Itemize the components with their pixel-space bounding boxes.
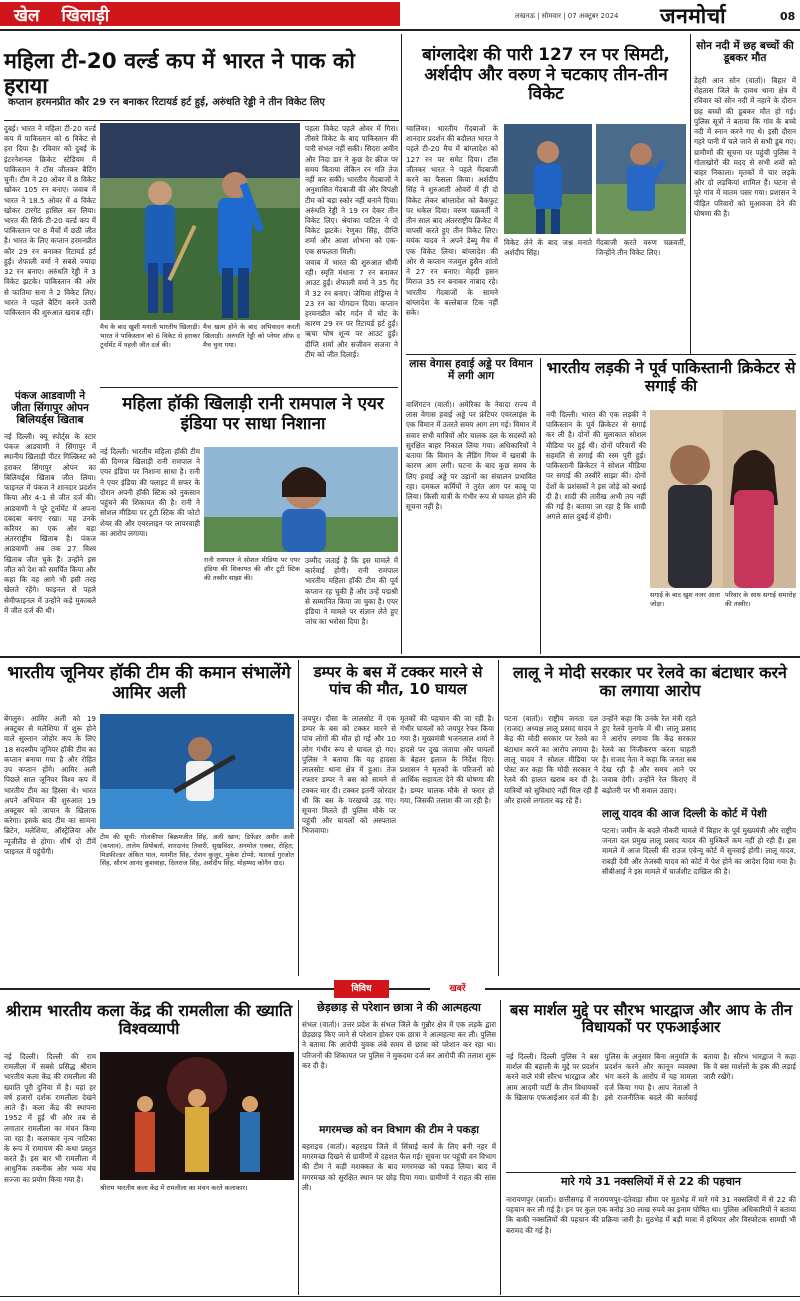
section-bar-label-1: विविध: [334, 980, 389, 998]
article-text: डेहरी आन सोन (वार्ता)। बिहार में रोहतास जिले के दावथ थाना क्षेत्र में रविवार को सोन नदी में नहाने के दौरान छह बच्चों की डूबकर मौत हो गई। पुलिस सूत्रों ने बताया कि गांव के बच्चे नदी में स्नान करने गए थे। इसी दौरान गहरे पानी में चले जाने से सभी डूब गए। ग्रामीणों की सूचना पर पहुंची पुलिस ने गोताखोरों की मदद से सभी शवों को बाहर निकाला। मृतकों में चार लड़के और दो लड़कियां शामिल हैं। घटना से पूरे गांव में मातम पसर गया। प्रशासन ने पीड़ित परिवारों को मुआवजा देने की घोषणा की है।: [694, 76, 796, 218]
photo-arshdeep-image: [504, 124, 592, 234]
photo-amir-ali-image: [100, 714, 294, 829]
headline-engagement: भारतीय लड़की ने पूर्व पाकिस्तानी क्रिकेटर से सगाई की: [546, 359, 796, 395]
section-bar-label-2: खबरें: [430, 980, 485, 998]
photo-rani-rampal-image: [204, 447, 398, 552]
section-main-label: खेल: [14, 5, 40, 26]
photo-team-celebration-image: [100, 123, 300, 320]
article-text: विकेट लेने के बाद जश्न मनाते अर्शदीप सिंह।: [504, 238, 592, 258]
article-text: ग्वालियर। भारतीय गेंदबाजों के शानदार प्रदर्शन की बदौलत भारत ने पहले टी-20 मैच में बांग्लादेश को 127 रन पर समेट दिया। टॉस जीतकर भारत ने पहले गेंदबाजी करने का फैसला किया। अर्शदीप सिंह ने शुरुआती ओवरों में ही दो विकेट लेकर बांग्लादेश को बैकफुट पर धकेल दिया। वरुण चक्रवर्ती ने तीन साल बाद अंतरराष्ट्रीय क्रिकेट में वापसी करते हुए तीन विकेट लिए। मयंक यादव ने अपने डेब्यू मैच में एक विकेट लिया। बांग्लादेश की ओर से कप्तान नजमुल हुसैन शांतो ने 27 रन बनाए। मेहदी हसन मिराज 35 रन बनाकर नाबाद रहे। भारतीय गेंदबाजों के सामने बांग्लादेश के बल्लेबाज टिक नहीं सके।: [406, 124, 498, 317]
article-amir-ali: [4, 714, 96, 974]
headline-las-vegas: लास वेगास हवाई अड्डे पर विमान में लगी आग: [409, 358, 533, 383]
headline-lalu-court: लालू यादव की आज दिल्ली के कोर्ट में पेशी: [602, 808, 767, 820]
photo-engagement-image: [650, 410, 796, 588]
article-text: नई दिल्ली। दिल्ली पुलिस ने बस मार्शल की बहाली के मुद्दे पर प्रदर्शन करने वाले मंत्री सौरभ भारद्वाज और आम आदमी पार्टी के तीन विधायकों के खिलाफ एफआईआर दर्ज की है। पुलिस के अनुसार बिना अनुमति के प्रदर्शन करने और कानून व्यवस्था भंग करने के आरोप में यह मामला दर्ज किया गया है। आप नेताओं ने इसे राजनीतिक बदले की कार्रवाई बताया है। सौरभ भारद्वाज ने कहा कि वे बस मार्शलों के हक की लड़ाई जारी रखेंगे।: [506, 1052, 796, 1102]
dateline: लखनऊ | सोमवार | 07 अक्टूबर 2024: [515, 12, 619, 20]
caption-engagement-1: सगाई के बाद खुश नजर आता जोड़ा।: [650, 591, 720, 608]
article-dumper-col1: [302, 714, 396, 974]
divider: [4, 120, 399, 121]
caption-ramleela: श्रीराम भारतीय कला केंद्र में रामलीला का मंचन करते कलाकार।: [100, 1184, 248, 1192]
article-naxal: [506, 1195, 796, 1292]
divider: [506, 1172, 796, 1173]
article-rani-col3: [305, 556, 398, 654]
page-number: 08: [780, 10, 796, 23]
divider: [0, 656, 800, 658]
article-sone-river: [694, 76, 796, 354]
article-magarmachh: [302, 1142, 496, 1292]
article-text: उन्होंने कहा कि उनके रेल मंत्री रहते हुए रेलवे मुनाफे में थी। लालू प्रसाद ने आरोप लगाया कि केंद्र सरकार रेलवे का निजीकरण करना चाहती है। राजद नेता ने कहा कि जनता सब देख रही है और समय आने पर जवाब देगी। उन्होंने रेल किराए में बढ़ोतरी पर भी सवाल उठाए।: [602, 714, 696, 795]
article-text: गेंदबाजी करते वरुण चक्रवर्ती, जिन्होंने तीन विकेट लिए।: [596, 238, 686, 258]
article-rani-col1: [100, 447, 200, 654]
photo-ramleela-image: [100, 1052, 294, 1180]
photo-arshdeep: [504, 124, 592, 234]
deck-women-t20: कप्तान हरमनप्रीत कौर 29 रन बनाकर रिटायर्ड हर्ट हुई, अरुंधति रेड्डी ने तीन विकेट लिए: [8, 97, 325, 108]
footer-rule: [0, 1296, 800, 1297]
article-text: उम्मीद जताई है कि इस मामले में कार्रवाई होगी। रानी रामपाल भारतीय महिला हॉकी टीम की पूर्व कप्तान रह चुकी हैं और उन्हें पद्मश्री से सम्मानित किया जा चुका है। एयर इंडिया ने मामले पर संज्ञान लेते हुए जांच का भरोसा दिया है।: [305, 556, 398, 627]
photo-amir-ali: [100, 714, 294, 829]
headline-pankaj-advani: पंकज आडवाणी ने जीता सिंगापुर ओपन बिलियर्ड्स खिताब: [11, 390, 89, 427]
article-text: पटना। जमीन के बदले नौकरी मामले में बिहार के पूर्व मुख्यमंत्री और राष्ट्रीय जनता दल प्रमुख लालू प्रसाद यादव की मुश्किलें कम नहीं हो रही हैं। इस मामले में आज दिल्ली की राउज एवेन्यू कोर्ट में सुनवाई होगी। लालू यादव, राबड़ी देवी और तेजस्वी यादव को कोर्ट में पेश होने का आदेश दिया गया है। सीबीआई ने इस मामले में चार्जशीट दाखिल की है।: [602, 826, 796, 876]
section-sub-label: खिलाड़ी: [61, 5, 110, 26]
headline-sone-river: सोन नदी में छह बच्चों की डूबकर मौत: [696, 40, 794, 65]
article-text: नयी दिल्ली। भारत की एक लड़की ने पाकिस्तान के पूर्व क्रिकेटर से सगाई कर ली है। दोनों की मुलाकात सोशल मीडिया पर हुई थी। दोनों परिवारों की सहमति से सगाई की रस्म पूरी हुई। पाकिस्तानी क्रिकेटर ने सोशल मीडिया पर सगाई की तस्वीरें साझा कीं। दोनों देशों के प्रशंसकों ने इस जोड़े को बधाई दी है। शादी की तारीख अभी तय नहीं की गई है। बताया जा रहा है कि शादी अगले साल दुबई में होगी।: [546, 410, 646, 522]
divider: [100, 387, 398, 388]
article-lalu-col2: [602, 714, 696, 804]
article-text: बेंगलुरु। आमिर अली को 19 अक्टूबर से मलेशिया में शुरू होने वाले सुल्तान जोहोर कप के लिए 18 सदस्यीय जूनियर हॉकी टीम का कप्तान बनाया गया है और रोहित उप कप्तान होंगे। आमिर अली पिछले साल जूनियर विश्व कप में भारतीय टीम का हिस्सा थे। भारत अपने अभियान की शुरुआत 19 अक्टूबर को जापान के खिलाफ करेगा। इसके बाद टीम का सामना ब्रिटेन, मलेशिया, ऑस्ट्रेलिया और न्यूजीलैंड से होगा। शीर्ष दो टीमें फाइनल में पहुंचेंगी।: [4, 714, 96, 856]
article-text: बहराइच (वार्ता)। बहराइच जिले में सिंचाई कार्य के लिए बनी नहर में मगरमच्छ दिखने से ग्रामीणों में दहशत फैल गई। सूचना पर पहुंची वन विभाग की टीम ने कड़ी मशक्कत के बाद मगरमच्छ को पकड़ लिया। बाद में मगरमच्छ को सुरक्षित स्थान पर छोड़ दिया गया। ग्रामीणों ने राहत की सांस ली।: [302, 1142, 496, 1192]
column-divider: [540, 358, 541, 654]
column-divider: [690, 34, 691, 354]
headline-women-t20: महिला टी-20 वर्ल्ड कप में भारत ने पाक को हराया: [4, 49, 355, 99]
article-chhedchhad: [302, 1020, 496, 1120]
article-engagement: [546, 410, 646, 654]
masthead-logo: जनमोर्चा: [660, 4, 727, 28]
column-divider: [401, 34, 402, 654]
photo-ramleela: [100, 1052, 294, 1180]
article-text: दुबई। भारत ने महिला टी-20 वर्ल्ड कप में पाकिस्तान को 6 विकेट से हरा दिया है। रविवार को दुबई के इंटरनेशनल क्रिकेट स्टेडियम में पाकिस्तान ने टॉस जीतकर बैटिंग चुनी। टीम ने 20 ओवर में 8 विकेट खोकर 105 रन बनाए। जवाब में भारत ने 18.5 ओवर में 4 विकेट खोकर टारगेट हासिल कर लिया। भारत की सिर्फ टी-20 वर्ल्ड कप में पाकिस्तान पर 8 मैचों में छठी जीत है। भारत के लिए कप्तान हरमनप्रीत कौर 29 रन बनाकर रिटायर्ड हर्ट हुईं। शेफाली वर्मा ने सबसे ज्यादा 32 रन बनाए। अरुंधति रेड्डी ने 3 विकेट झटके। पाकिस्तान की ओर से फातिमा सना ने 2 विकेट लिए। भारत ने पहले बैटिंग करने उतरी पाकिस्तान की शुरुआत खराब रही।: [4, 124, 96, 317]
caption-amir-ali-squad: टीम की सूची: गोलकीपर बिक्रमजीत सिंह, अली खान; डिफेंडर अमीर अली (कप्तान), तालेम प्रियोबर्ता, शारदानंद तिवारी, सुखविंदर, अनमोल एक्का, रोहित; मिडफील्डर अंकित पाल, मनमीत सिंह, रोशन कुजूर, मुकेश टोप्पो; फारवर्ड गुरजोत सिंह, सौरभ आनंद कुशवाहा, दिलराज सिंह, अर्शदीप सिंह, मोहम्मद कोनैन दाद।: [100, 833, 294, 868]
header-rule: [0, 29, 800, 31]
article-text: पटना (वार्ता)। राष्ट्रीय जनता दल (राजद) अध्यक्ष लालू प्रसाद यादव ने केंद्र की मोदी सरकार पर रेलवे का बंटाधार करने का आरोप लगाया है। लालू यादव ने सोशल मीडिया पर पोस्ट कर कहा कि मोदी सरकार ने रेलवे की हालत खराब कर दी है। यात्रियों को सुविधाएं नहीं मिल रही हैं और हादसे लगातार बढ़ रहे हैं।: [504, 714, 598, 805]
headline-ramleela: श्रीराम भारतीय कला केंद्र की रामलीला की ख्याति विश्वव्यापी: [5, 1001, 293, 1039]
headline-amir-ali: भारतीय जूनियर हॉकी टीम की कमान संभालेंगे आमिर अली: [7, 663, 291, 703]
photo-engagement: [650, 410, 796, 588]
photo-varun: [596, 124, 686, 234]
article-text: जवाब में भारत की शुरुआत धीमी रही। स्मृति मंधाना 7 रन बनाकर आउट हुईं। शेफाली वर्मा ने 35 गेंद में 32 रन बनाए। जेमिमा रोड्रिग्स ने 23 रन का योगदान दिया। कप्तान हरमनप्रीत कौर गर्दन में चोट के कारण 29 रन पर रिटायर्ड हर्ट हुईं। ऋचा घोष शून्य पर आउट हुईं। दीप्ति शर्मा और सजीवन सजना ने टीम को जीत दिलाई।: [305, 257, 398, 359]
headline-bangladesh: बांग्लादेश की पारी 127 रन पर सिमटी, अर्शदीप और वरुण ने चटकाए तीन-तीन विकेट: [422, 45, 670, 105]
section-bar-line: [0, 988, 800, 990]
divider: [406, 354, 796, 355]
article-saurabh-bhardwaj: [506, 1052, 796, 1170]
article-text: नई दिल्ली। क्यू स्पोर्ट्स के स्टार पंकज आडवाणी ने सिंगापुर में स्थानीय खिलाड़ी पीटर गिल्क्रिस्ट को हराकर सिंगापुर ओपन का बिलियर्ड्स खिताब जीत लिया। फाइनल में पंकज ने शानदार प्रदर्शन किया और 4-1 से जीत दर्ज की। आडवाणी ने पूरे टूर्नामेंट में अपना दबदबा बनाए रखा। यह उनके करियर का एक और बड़ा अंतरराष्ट्रीय खिताब है। पंकज आडवाणी अब तक 27 विश्व खिताब जीत चुके हैं। उन्होंने इस जीत को देश को समर्पित किया और कहा कि वह आगे भी इसी तरह खेलते रहेंगे। फाइनल से पहले सेमीफाइनल में उन्होंने कड़े मुकाबले में जीत दर्ज की थी।: [4, 432, 96, 615]
headline-magarmachh: मगरमच्छ को वन विभाग की टीम ने पकड़ा: [319, 1124, 479, 1136]
caption-engagement-2: परिवार के साथ सगाई समारोह की तस्वीर।: [725, 591, 796, 608]
column-divider: [498, 660, 499, 976]
headline-lalu-railway: लालू ने मोदी सरकार पर रेलवे का बंटाधार करने का लगाया आरोप: [513, 663, 787, 701]
photo-rani-rampal: [204, 447, 398, 552]
article-women-t20-col3: [305, 124, 398, 386]
article-text: पहला विकेट पहले ओवर में गिरा। तीसरे विकेट के बाद पाकिस्तान की पारी संभल नहीं सकी। सिदरा अमीन और निदा डार ने कुछ देर क्रीज पर समय बिताया लेकिन रन गति तेज नहीं कर सकीं। भारतीय गेंदबाजों ने अनुशासित गेंदबाजी की और विपक्षी टीम को बड़ा स्कोर नहीं बनाने दिया। अरुंधति रेड्डी ने 19 रन देकर तीन विकेट लिए। श्रेयांका पाटिल ने दो विकेट झटके। रेणुका सिंह, दीप्ति शर्मा और आशा शोभना को एक-एक सफलता मिली।: [305, 124, 398, 256]
article-bangladesh-col2: [504, 238, 592, 354]
section-bar: [0, 980, 800, 998]
article-text: नई दिल्ली। दिल्ली की राम रामलीला में सबसे प्रसिद्ध श्रीराम भारतीय कला केंद्र की रामलीला की ख्याति पूरी दुनिया में है। यहां हर वर्ष हजारों दर्शक रामलीला देखने आते हैं। कला केंद्र की स्थापना 1952 में हुई थी और तब से लगातार रामलीला का मंचन किया जा रहा है। कलाकार नृत्य नाटिका के रूप में रामायण की कथा प्रस्तुत करते हैं। इस बार भी रामलीला में आधुनिक तकनीक और भव्य मंच सज्जा का प्रयोग किया गया है।: [4, 1052, 96, 1184]
caption-team-celebration: मैच के बाद खुशी मनाती भारतीय खिलाड़ी। भारत ने पाकिस्तान को 6 विकेट से हराकर टूर्नामेंट में पहली जीत दर्ज की।: [100, 323, 200, 349]
article-las-vegas: [406, 400, 536, 654]
article-text: वाशिंगटन (वार्ता)। अमेरिका के नेवादा राज्य में लास वेगास हवाई अड्डे पर फ्रंटियर एयरलाइंस के एक विमान में उतरते समय आग लग गई। विमान में सवार सभी यात्रियों और चालक दल के सदस्यों को सुरक्षित बाहर निकाल लिया गया। अधिकारियों ने बताया कि विमान के लैंडिंग गियर में खराबी के कारण आग लगी। घटना के बाद कुछ समय के लिए हवाई अड्डे पर उड़ानों का संचालन प्रभावित रहा। दमकल कर्मियों ने तुरंत आग पर काबू पा लिया। किसी यात्री के गंभीर रूप से घायल होने की सूचना नहीं है।: [406, 400, 536, 512]
headline-saurabh-bhardwaj: बस मार्शल मुद्दे पर सौरभ भारद्वाज और आप के तीन विधायकों पर एफआईआर: [509, 1001, 793, 1037]
article-dumper-col2: [400, 714, 494, 974]
article-lalu-court: [602, 826, 796, 974]
headline-rani-rampal: महिला हॉकी खिलाड़ी रानी रामपाल ने एयर इंडिया पर साधा निशाना: [122, 394, 384, 434]
column-divider: [298, 1000, 299, 1295]
caption-rani-rampal: रानी रामपाल ने सोशल मीडिया पर एयर इंडिया की शिकायत की और टूटी स्टिक की तस्वीर साझा की।: [204, 556, 300, 582]
article-bangladesh-col1: [406, 124, 498, 354]
article-pankaj-advani: [4, 432, 96, 654]
article-text: मृतकों की पहचान की जा रही है। गंभीर घायलों को जयपुर रेफर किया गया है। मुख्यमंत्री भजनलाल शर्मा ने हादसे पर दुख जताया और घायलों के बेहतर इलाज के निर्देश दिए। प्रशासन ने मृतकों के परिजनों को आर्थिक सहायता देने की घोषणा की है। डम्पर चालक मौके से फरार हो गया, जिसकी तलाश की जा रही है।: [400, 714, 494, 805]
headline-dumper-accident: डम्पर के बस में टक्कर मारने से पांच की मौत, 10 घायल: [313, 663, 483, 699]
article-text: जयपुर। दौसा के लालसोट में एक डम्पर के बस को टक्कर मारने से पांच लोगों की मौत हो गई और 10 लोग गंभीर रूप से घायल हो गए। पुलिस ने बताया कि यह हादसा लालसोट थाना क्षेत्र में हुआ। तेज रफ्तार डम्पर ने बस को सामने से टक्कर मार दी। टक्कर इतनी जोरदार थी कि बस के परखच्चे उड़ गए। सूचना मिलते ही पुलिस मौके पर पहुंची और घायलों को अस्पताल भिजवाया।: [302, 714, 396, 836]
article-text: नई दिल्ली। भारतीय महिला हॉकी टीम की दिग्गज खिलाड़ी रानी रामपाल ने एयर इंडिया पर निशाना साधा है। रानी ने एयर इंडिया की फ्लाइट में सफर के दौरान अपनी हॉकी स्टिक को नुकसान पहुंचने की शिकायत की है। रानी ने सोशल मीडिया पर टूटी स्टिक की फोटो शेयर की और एयरलाइन पर लापरवाही का आरोप लगाया।: [100, 447, 200, 538]
headline-naxal: मारे गये 31 नक्सलियों में से 22 की पहचान: [560, 1175, 742, 1188]
article-ramleela: [4, 1052, 96, 1292]
photo-team-celebration: [100, 123, 300, 320]
section-banner: [0, 2, 400, 26]
photo-varun-image: [596, 124, 686, 234]
column-divider: [500, 1000, 501, 1295]
article-bangladesh-col3: [596, 238, 686, 354]
article-text: संभल (वार्ता)। उत्तर प्रदेश के संभल जिले के गुन्नौर क्षेत्र में एक लड़के द्वारा छेड़छाड़ किए जाने से परेशान होकर एक छात्रा ने आत्महत्या कर ली। पुलिस ने बताया कि आरोपी युवक लंबे समय से छात्रा को परेशान कर रहा था। परिजनों की शिकायत पर पुलिस ने मुकदमा दर्ज कर आरोपी की तलाश शुरू कर दी है।: [302, 1020, 496, 1070]
caption-match-end: मैच खत्म होने के बाद अभिवादन करती खिलाड़ी। अरुंधति रेड्डी को प्लेयर ऑफ द मैच चुना गया।: [203, 323, 300, 349]
article-text: नारायणपुर (वार्ता)। छत्तीसगढ़ में नारायणपुर-दंतेवाड़ा सीमा पर मुठभेड़ में मारे गये 31 नक्सलियों में से 22 की पहचान कर ली गई है। इन पर कुल एक करोड़ 30 लाख रुपये का इनाम घोषित था। पुलिस अधिकारियों ने बताया कि बाकी नक्सलियों की पहचान की प्रक्रिया जारी है। मुठभेड़ में बड़ी मात्रा में हथियार और विस्फोटक सामग्री भी बरामद की गई है।: [506, 1195, 796, 1235]
article-women-t20-col1: [4, 124, 96, 390]
page-header: [0, 0, 800, 30]
headline-chhedchhad: छेड़छाड़ से परेशान छात्रा ने की आत्महत्या: [317, 1001, 481, 1014]
article-lalu-col1: [504, 714, 598, 974]
column-divider: [298, 660, 299, 976]
